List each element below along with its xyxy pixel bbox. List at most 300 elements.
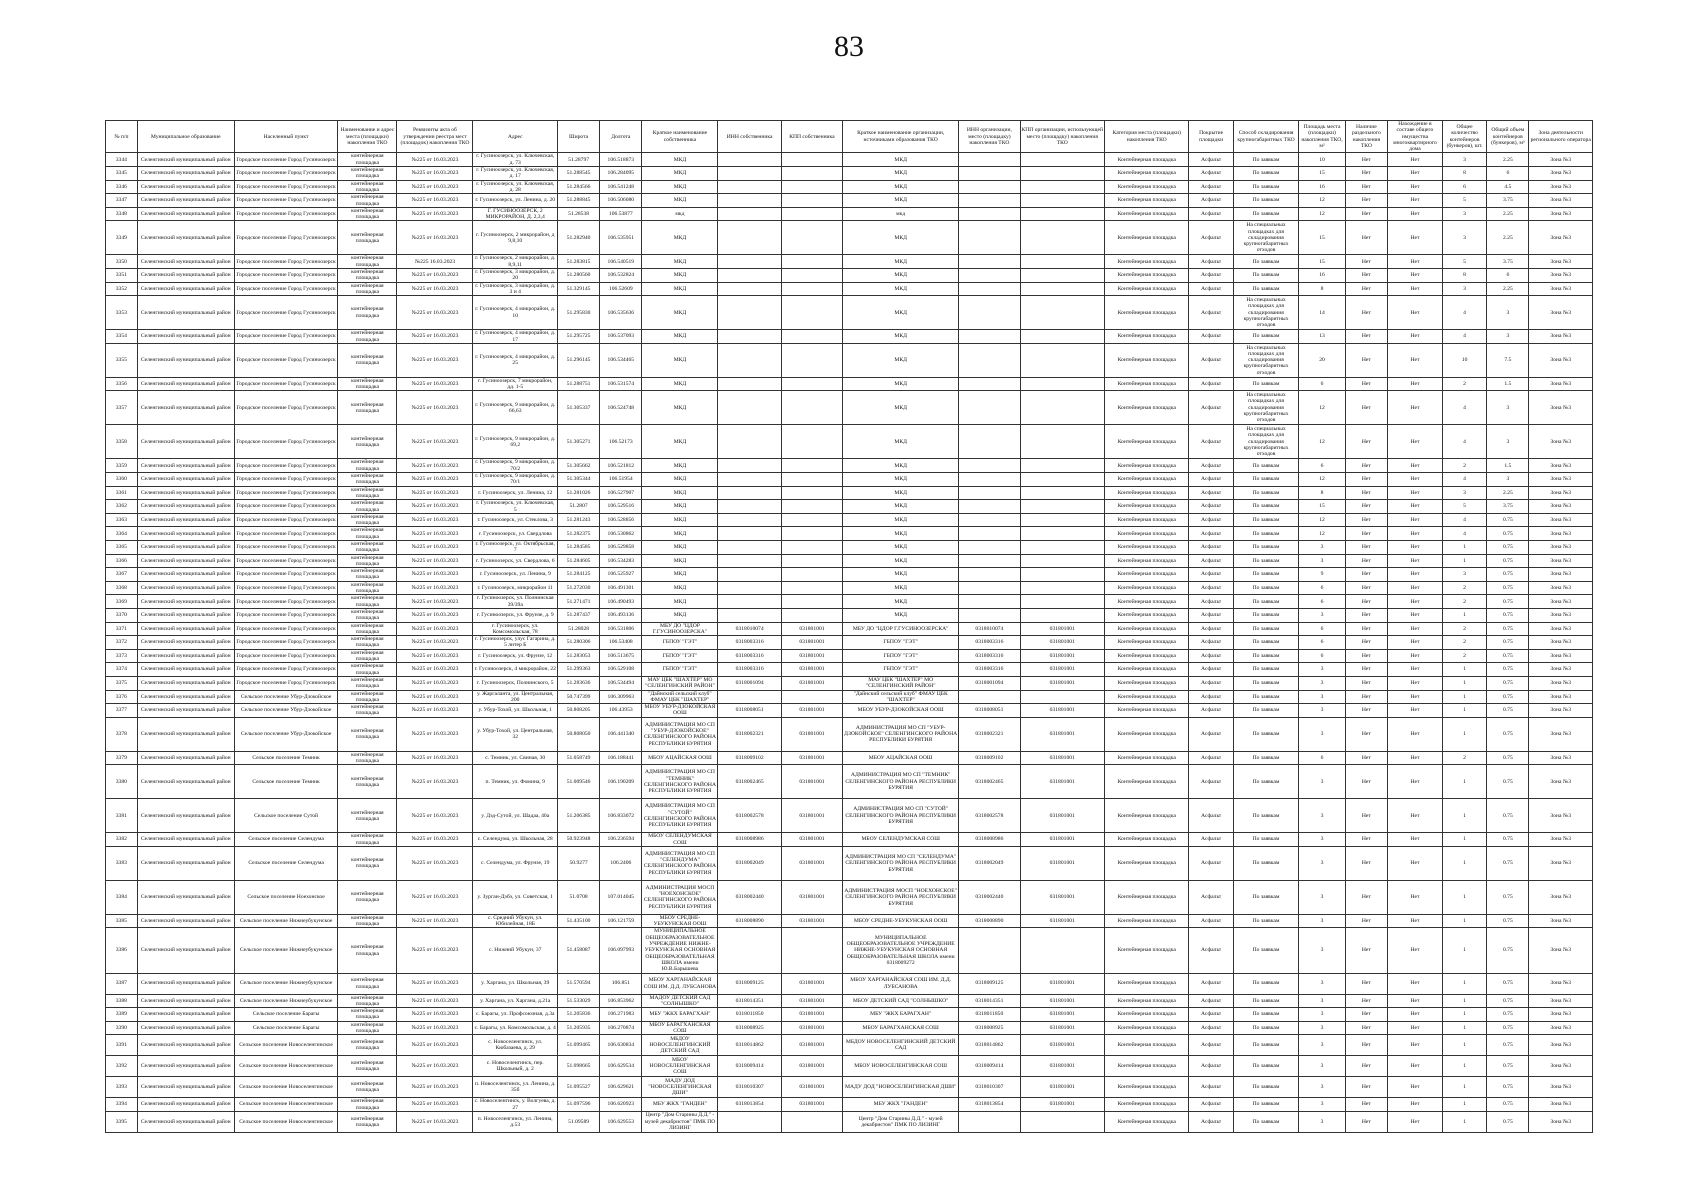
table-cell-okpp — [1020, 608, 1104, 622]
table-cell-vol: 0.75 — [1487, 636, 1529, 650]
table-row — [106, 568, 1593, 582]
table-cell-sep: Нет — [1345, 1021, 1387, 1035]
table-cell-zone: Зона №3 — [1529, 554, 1593, 568]
column-header: Зона деятельности регионального оператора — [1529, 121, 1593, 153]
table-cell-oinn — [959, 595, 1020, 609]
table-cell-owner: МКД — [642, 167, 718, 181]
table-cell-cnt: 1 — [1442, 1098, 1486, 1112]
table-cell-cnt: 1 — [1442, 676, 1486, 690]
table-cell-zone: Зона №3 — [1529, 663, 1593, 677]
table-cell-addr: с. Новоселенгинск, ул. Кюбазаева, д. 29 — [473, 1035, 557, 1056]
table-cell-act: №225 от 16.03.2023 — [397, 704, 473, 718]
table-cell-area: 6 — [1299, 581, 1345, 595]
table-cell-zone: Зона №3 — [1529, 846, 1593, 880]
table-cell-lat: 51.28797 — [557, 153, 599, 167]
table-cell-act: №225 от 16.03.2023 — [397, 751, 473, 765]
table-cell-area: 12 — [1299, 194, 1345, 208]
table-cell-n: 3377 — [106, 704, 138, 718]
table-cell-cat: Контейнерная площадка — [1104, 500, 1188, 514]
table-row — [106, 330, 1593, 344]
table-cell-cnt: 5 — [1442, 194, 1486, 208]
table-cell-act: №225 от 16.03.2023 — [397, 554, 473, 568]
table-row — [106, 207, 1593, 221]
table-cell-lon: 106.51954 — [600, 473, 642, 487]
table-cell-sep: Нет — [1345, 649, 1387, 663]
table-cell-lon: 106.490493 — [600, 595, 642, 609]
table-cell-n: 3355 — [106, 343, 138, 377]
table-cell-area: 15 — [1299, 255, 1345, 269]
table-cell-cat: Контейнерная площадка — [1104, 1098, 1188, 1112]
table-cell-okpp — [1020, 194, 1104, 208]
table-cell-mo: Селенгинский муниципальный район — [137, 994, 234, 1008]
table-cell-owner: мкд — [642, 207, 718, 221]
table-cell-okpp: 031801001 — [1020, 751, 1104, 765]
table-cell-lon: 106.441340 — [600, 717, 642, 751]
table-cell-zone: Зона №3 — [1529, 914, 1593, 928]
table-cell-kpp — [781, 425, 842, 459]
table-cell-sep: Нет — [1345, 704, 1387, 718]
table-cell-mo: Селенгинский муниципальный район — [137, 330, 234, 344]
table-cell-area: 3 — [1299, 1111, 1345, 1132]
table-cell-addr: п. Темник, ул. Фомина, 9 — [473, 765, 557, 799]
table-cell-area: 10 — [1299, 153, 1345, 167]
table-cell-oinn — [959, 500, 1020, 514]
table-cell-lat: 51.283636 — [557, 676, 599, 690]
table-cell-okpp: 031801001 — [1020, 622, 1104, 636]
table-cell-owner: АДМИНИСТРАЦИЯ МО СП "УБУР-ДЗОКОЙСКОЕ" СЕЛЕНГИНСКОГО РАЙОНА РЕСПУБЛИКИ БУРЯТИЯ — [642, 717, 718, 751]
table-cell-cover: Асфальт — [1189, 1021, 1233, 1035]
table-cell-kgo: По заявкам — [1233, 473, 1298, 487]
table-cell-zone: Зона №3 — [1529, 636, 1593, 650]
table-cell-inn — [718, 391, 781, 425]
table-cell-np: Сельское поселение Новоселенгинское — [234, 1035, 337, 1056]
table-cell-oinn — [959, 690, 1020, 704]
table-cell-lat: 50.808205 — [557, 704, 599, 718]
table-row — [106, 690, 1593, 704]
table-cell-oinn — [959, 928, 1020, 973]
table-cell-lat: 51.282940 — [557, 221, 599, 255]
table-cell-org: МБУ ДО "ЦДОР Г.ГУСИНООЗЕРСКА" — [843, 622, 959, 636]
table-cell-lat: 51.305662 — [557, 459, 599, 473]
table-cell-addr: г. Гусиноозерск, ул. Комсомольская, 78 — [473, 622, 557, 636]
table-cell-sep: Нет — [1345, 663, 1387, 677]
table-cell-zone: Зона №3 — [1529, 425, 1593, 459]
table-cell-n: 3375 — [106, 676, 138, 690]
table-cell-cat: Контейнерная площадка — [1104, 994, 1188, 1008]
table-cell-lat: 51.288845 — [557, 194, 599, 208]
table-row — [106, 425, 1593, 459]
table-cell-cnt: 1 — [1442, 1056, 1486, 1077]
table-cell-okpp: 031801001 — [1020, 833, 1104, 847]
table-cell-kpp: 031801001 — [781, 833, 842, 847]
table-cell-cnt: 8 — [1442, 167, 1486, 181]
table-cell-okpp — [1020, 473, 1104, 487]
table-cell-lon: 106.521812 — [600, 459, 642, 473]
table-cell-oinn: 0318003316 — [959, 663, 1020, 677]
table-cell-kgo: По заявкам — [1233, 928, 1298, 973]
table-cell-place: контейнерная площадка — [338, 595, 397, 609]
table-cell-cnt: 2 — [1442, 636, 1486, 650]
table-cell-lat: 51.2807 — [557, 500, 599, 514]
table-cell-np: Городское поселение Город Гусиноозерск — [234, 486, 337, 500]
table-cell-vol: 0.75 — [1487, 751, 1529, 765]
table-cell-lat: 51.295830 — [557, 296, 599, 330]
table-cell-lat: 51.28538 — [557, 207, 599, 221]
table-cell-n: 3350 — [106, 255, 138, 269]
table-cell-owner: МКД — [642, 486, 718, 500]
table-cell-kpp — [781, 554, 842, 568]
table-cell-inn — [718, 928, 781, 973]
table-cell-okpp — [1020, 540, 1104, 554]
table-cell-lat: 51.058749 — [557, 751, 599, 765]
table-cell-sep: Нет — [1345, 1056, 1387, 1077]
table-cell-np: Городское поселение Город Гусиноозерск — [234, 595, 337, 609]
table-cell-common: Нет — [1387, 459, 1442, 473]
table-cell-cat: Контейнерная площадка — [1104, 282, 1188, 296]
column-header: Реквизиты акта об утверждении реестра мест (площадок) накопления ТКО — [397, 121, 473, 153]
table-cell-okpp — [1020, 343, 1104, 377]
column-header: КПП собственника — [781, 121, 842, 153]
table-cell-np: Городское поселение Город Гусиноозерск — [234, 330, 337, 344]
table-cell-sep: Нет — [1345, 595, 1387, 609]
table-cell-inn — [718, 527, 781, 541]
table-cell-area: 3 — [1299, 1098, 1345, 1112]
column-header: Наименование и адрес места (площадки) накопления ТКО — [338, 121, 397, 153]
table-cell-mo: Селенгинский муниципальный район — [137, 221, 234, 255]
table-cell-area: 14 — [1299, 296, 1345, 330]
table-cell-area: 20 — [1299, 343, 1345, 377]
table-cell-area: 3 — [1299, 540, 1345, 554]
table-cell-act: №225 от 16.03.2023 — [397, 153, 473, 167]
table-row — [106, 527, 1593, 541]
table-cell-cover: Асфальт — [1189, 1111, 1233, 1132]
table-cell-kpp: 031801001 — [781, 649, 842, 663]
table-cell-oinn: 0318003316 — [959, 636, 1020, 650]
table-cell-place: контейнерная площадка — [338, 994, 397, 1008]
table-cell-common: Нет — [1387, 540, 1442, 554]
table-cell-np: Городское поселение Город Гусиноозерск — [234, 207, 337, 221]
table-cell-act: №225 от 16.03.2023 — [397, 500, 473, 514]
table-cell-place: контейнерная площадка — [338, 540, 397, 554]
table-cell-place: контейнерная площадка — [338, 1008, 397, 1022]
table-cell-kpp — [781, 180, 842, 194]
column-header: Покрытие площадки — [1189, 121, 1233, 153]
table-cell-cat: Контейнерная площадка — [1104, 554, 1188, 568]
table-cell-act: №225 от 16.03.2023 — [397, 180, 473, 194]
table-cell-act: №225 от 16.03.2023 — [397, 676, 473, 690]
table-cell-sep: Нет — [1345, 636, 1387, 650]
table-row — [106, 459, 1593, 473]
table-cell-oinn: 0318013854 — [959, 1098, 1020, 1112]
table-cell-place: контейнерная площадка — [338, 425, 397, 459]
table-cell-cat: Контейнерная площадка — [1104, 486, 1188, 500]
table-cell-addr: г. Гусиноозерск, 2 микрорайон, д 9,8,10 — [473, 221, 557, 255]
table-cell-np: Городское поселение Город Гусиноозерск — [234, 568, 337, 582]
table-cell-act: №225 от 16.03.2023 — [397, 581, 473, 595]
table-cell-cat: Контейнерная площадка — [1104, 622, 1188, 636]
table-cell-vol: 0.75 — [1487, 663, 1529, 677]
table-cell-area: 3 — [1299, 1056, 1345, 1077]
table-body — [106, 153, 1593, 1132]
table-cell-cover: Асфальт — [1189, 765, 1233, 799]
table-cell-owner: ГБПОУ "ГЭТ" — [642, 649, 718, 663]
table-cell-mo: Селенгинский муниципальный район — [137, 880, 234, 914]
table-cell-vol: 3 — [1487, 330, 1529, 344]
table-cell-org: МКД — [843, 608, 959, 622]
table-cell-inn — [718, 377, 781, 391]
table-cell-owner: МБОУ ХАРГАНАЙСКАЯ СОШ ИМ. Д.Д. ЛУБСАНОВА — [642, 973, 718, 994]
table-cell-kgo: По заявкам — [1233, 973, 1298, 994]
table-cell-vol: 2.25 — [1487, 153, 1529, 167]
table-cell-lon: 106.43953 — [600, 704, 642, 718]
table-cell-sep: Нет — [1345, 833, 1387, 847]
table-cell-inn — [718, 167, 781, 181]
table-cell-cat: Контейнерная площадка — [1104, 595, 1188, 609]
table-cell-owner: АДМИНИСТРАЦИЯ МО СП "ТЕМНИК" СЕЛЕНГИНСКОГО РАЙОНА РЕСПУБЛИКИ БУРЯТИЯ — [642, 765, 718, 799]
table-cell-common: Нет — [1387, 1035, 1442, 1056]
table-cell-lat: 51.458087 — [557, 928, 599, 973]
table-cell-zone: Зона №3 — [1529, 540, 1593, 554]
table-cell-kgo: По заявкам — [1233, 568, 1298, 582]
table-row — [106, 1077, 1593, 1098]
table-cell-place: контейнерная площадка — [338, 513, 397, 527]
table-cell-np: Городское поселение Город Гусиноозерск — [234, 425, 337, 459]
table-cell-place: контейнерная площадка — [338, 676, 397, 690]
table-cell-area: 3 — [1299, 690, 1345, 704]
table-cell-area: 3 — [1299, 554, 1345, 568]
table-cell-cat: Контейнерная площадка — [1104, 1035, 1188, 1056]
table-cell-org: МКД — [843, 459, 959, 473]
table-cell-lat: 51.271471 — [557, 595, 599, 609]
table-cell-act: №225 от 16.03.2023 — [397, 1111, 473, 1132]
table-cell-cover: Асфальт — [1189, 928, 1233, 973]
table-cell-n: 3360 — [106, 473, 138, 487]
table-cell-area: 6 — [1299, 636, 1345, 650]
table-cell-inn: 0318002049 — [718, 846, 781, 880]
table-cell-cnt: 1 — [1442, 540, 1486, 554]
table-cell-n: 3354 — [106, 330, 138, 344]
table-cell-area: 6 — [1299, 622, 1345, 636]
table-cell-inn — [718, 255, 781, 269]
table-cell-owner: МКД — [642, 343, 718, 377]
table-cell-lon: 106.629553 — [600, 1111, 642, 1132]
table-cell-oinn: 0318011850 — [959, 1008, 1020, 1022]
table-cell-cnt: 1 — [1442, 704, 1486, 718]
table-cell-cnt: 4 — [1442, 473, 1486, 487]
table-cell-place: контейнерная площадка — [338, 255, 397, 269]
table-cell-place: контейнерная площадка — [338, 282, 397, 296]
table-cell-common: Нет — [1387, 391, 1442, 425]
table-cell-lat: 51.435100 — [557, 914, 599, 928]
table-cell-np: Городское поселение Город Гусиноозерск — [234, 622, 337, 636]
table-cell-owner: АДМИНИСТРАЦИЯ МО СП "СЕЛЕНДУМА" СЕЛЕНГИНСКОГО РАЙОНА РЕСПУБЛИКИ БУРЯТИЯ — [642, 846, 718, 880]
table-cell-kpp: 031801001 — [781, 799, 842, 833]
table-cell-place: контейнерная площадка — [338, 330, 397, 344]
table-cell-vol: 0.75 — [1487, 527, 1529, 541]
table-cell-n: 3373 — [106, 649, 138, 663]
table-cell-area: 8 — [1299, 486, 1345, 500]
table-cell-lat: 51.095527 — [557, 1077, 599, 1098]
table-cell-inn — [718, 540, 781, 554]
table-cell-common: Нет — [1387, 973, 1442, 994]
table-cell-cat: Контейнерная площадка — [1104, 330, 1188, 344]
table-cell-lon: 106.629621 — [600, 1077, 642, 1098]
table-cell-cat: Контейнерная площадка — [1104, 180, 1188, 194]
table-cell-lon: 106.853962 — [600, 994, 642, 1008]
table-cell-cover: Асфальт — [1189, 751, 1233, 765]
table-cell-cat: Контейнерная площадка — [1104, 269, 1188, 283]
table-cell-vol: 0.75 — [1487, 608, 1529, 622]
table-cell-okpp — [1020, 255, 1104, 269]
table-cell-addr: г. Гусиноозерск, 4 микрорайон, д. 10 — [473, 296, 557, 330]
table-cell-cover: Асфальт — [1189, 513, 1233, 527]
table-cell-act: №225 от 16.03.2023 — [397, 636, 473, 650]
table-cell-act: №225 16.03.2023 — [397, 255, 473, 269]
table-cell-lon: 106.532824 — [600, 269, 642, 283]
table-cell-vol: 0.75 — [1487, 717, 1529, 751]
table-cell-np: Городское поселение Город Гусиноозерск — [234, 608, 337, 622]
table-cell-sep: Нет — [1345, 1008, 1387, 1022]
table-cell-addr: г. Гусиноозерск, ул. Свердлова, 6 — [473, 554, 557, 568]
table-cell-org: МБОУ БАРАГХАНСКАЯ СОШ — [843, 1021, 959, 1035]
table-cell-kgo: По заявкам — [1233, 207, 1298, 221]
table-cell-lon: 106.541248 — [600, 180, 642, 194]
table-row — [106, 846, 1593, 880]
table-cell-act: №225 от 16.03.2023 — [397, 513, 473, 527]
table-cell-sep: Нет — [1345, 880, 1387, 914]
table-cell-common: Нет — [1387, 153, 1442, 167]
table-row — [106, 500, 1593, 514]
table-cell-zone: Зона №3 — [1529, 282, 1593, 296]
table-cell-n: 3389 — [106, 1008, 138, 1022]
table-cell-kpp — [781, 486, 842, 500]
table-cell-cover: Асфальт — [1189, 994, 1233, 1008]
table-row — [106, 704, 1593, 718]
table-cell-area: 6 — [1299, 751, 1345, 765]
table-cell-sep: Нет — [1345, 207, 1387, 221]
registry-table — [105, 120, 1593, 1133]
table-cell-cover: Асфальт — [1189, 595, 1233, 609]
table-cell-lon: 106.833072 — [600, 799, 642, 833]
table-cell-kpp: 031801001 — [781, 1008, 842, 1022]
table-cell-lon: 106.271983 — [600, 1008, 642, 1022]
table-cell-org: МКД — [843, 425, 959, 459]
table-cell-sep: Нет — [1345, 690, 1387, 704]
table-cell-owner: МКД — [642, 296, 718, 330]
table-cell-addr: с. Новоселенгинск, пер. Школьный, д. 2 — [473, 1056, 557, 1077]
table-cell-zone: Зона №3 — [1529, 622, 1593, 636]
table-row — [106, 622, 1593, 636]
table-cell-owner: МБОУ УБУР-ДЗОКОЙСКАЯ ООШ — [642, 704, 718, 718]
table-cell-inn — [718, 595, 781, 609]
table-cell-lon: 106.529858 — [600, 540, 642, 554]
table-cell-addr: у. Харгана, ул. Харгана, д.21а — [473, 994, 557, 1008]
column-header: Категория места (площадки) накопления ТКО — [1104, 121, 1188, 153]
table-cell-area: 12 — [1299, 473, 1345, 487]
table-cell-cat: Контейнерная площадка — [1104, 167, 1188, 181]
table-cell-vol: 0.75 — [1487, 568, 1529, 582]
table-cell-np: Городское поселение Город Гусиноозерск — [234, 500, 337, 514]
table-cell-cat: Контейнерная площадка — [1104, 527, 1188, 541]
table-cell-zone: Зона №3 — [1529, 269, 1593, 283]
table-cell-area: 6 — [1299, 595, 1345, 609]
table-cell-act: №225 от 16.03.2023 — [397, 973, 473, 994]
table-cell-org: МБОУ НОВОСЕЛЕНГИНСКАЯ СОШ — [843, 1056, 959, 1077]
table-cell-common: Нет — [1387, 704, 1442, 718]
table-cell-cat: Контейнерная площадка — [1104, 221, 1188, 255]
table-cell-mo: Селенгинский муниципальный район — [137, 1021, 234, 1035]
table-cell-act: №225 от 16.03.2023 — [397, 663, 473, 677]
table-cell-owner: МАДОУ ДЕТСКИЙ САД "СОЛНЫШКО" — [642, 994, 718, 1008]
table-cell-cnt: 4 — [1442, 425, 1486, 459]
table-cell-act: №225 от 16.03.2023 — [397, 717, 473, 751]
table-cell-zone: Зона №3 — [1529, 765, 1593, 799]
table-cell-sep: Нет — [1345, 343, 1387, 377]
table-cell-area: 15 — [1299, 221, 1345, 255]
table-cell-common: Нет — [1387, 194, 1442, 208]
table-cell-lat: 51.280306 — [557, 636, 599, 650]
table-cell-n: 3382 — [106, 833, 138, 847]
table-cell-inn — [718, 180, 781, 194]
table-cell-vol: 0.75 — [1487, 1098, 1529, 1112]
table-cell-mo: Селенгинский муниципальный район — [137, 676, 234, 690]
table-cell-cnt: 1 — [1442, 833, 1486, 847]
table-cell-area: 3 — [1299, 973, 1345, 994]
table-cell-n: 3370 — [106, 608, 138, 622]
table-cell-cover: Асфальт — [1189, 1098, 1233, 1112]
table-cell-sep: Нет — [1345, 296, 1387, 330]
table-cell-place: контейнерная площадка — [338, 663, 397, 677]
table-cell-area: 15 — [1299, 167, 1345, 181]
table-cell-mo: Селенгинский муниципальный район — [137, 391, 234, 425]
table-cell-sep: Нет — [1345, 568, 1387, 582]
table-cell-addr: г. Гусиноозерск, 3 микрорайон, д. 20 — [473, 269, 557, 283]
table-cell-lon: 106.537093 — [600, 330, 642, 344]
table-cell-zone: Зона №3 — [1529, 167, 1593, 181]
table-cell-area: 12 — [1299, 513, 1345, 527]
table-cell-act: №225 от 16.03.2023 — [397, 799, 473, 833]
table-cell-common: Нет — [1387, 255, 1442, 269]
table-cell-common: Нет — [1387, 473, 1442, 487]
table-cell-owner: МКД — [642, 473, 718, 487]
column-header: Нахождение в составе общего имущества многоквартирного дома — [1387, 121, 1442, 153]
table-cell-place: контейнерная площадка — [338, 1021, 397, 1035]
table-cell-mo: Селенгинский муниципальный район — [137, 1035, 234, 1056]
table-cell-inn: 0318010307 — [718, 1077, 781, 1098]
table-cell-okpp: 031801001 — [1020, 846, 1104, 880]
table-row — [106, 928, 1593, 973]
table-cell-owner: МБУ ЖКХ "ГАНДЕН" — [642, 1098, 718, 1112]
table-cell-area: 8 — [1299, 282, 1345, 296]
table-cell-kpp — [781, 330, 842, 344]
table-cell-zone: Зона №3 — [1529, 676, 1593, 690]
table-cell-okpp: 031801001 — [1020, 717, 1104, 751]
page-number: 83 — [834, 30, 864, 63]
table-cell-n: 3367 — [106, 568, 138, 582]
table-cell-sep: Нет — [1345, 486, 1387, 500]
table-cell-lon: 106.540519 — [600, 255, 642, 269]
table-cell-zone: Зона №3 — [1529, 880, 1593, 914]
table-cell-inn: 0318010074 — [718, 622, 781, 636]
table-cell-place: контейнерная площадка — [338, 1098, 397, 1112]
table-cell-lon: 106.529516 — [600, 500, 642, 514]
table-cell-act: №225 от 16.03.2023 — [397, 194, 473, 208]
table-cell-place: контейнерная площадка — [338, 527, 397, 541]
table-cell-lon: 106.121759 — [600, 914, 642, 928]
table-cell-okpp — [1020, 282, 1104, 296]
table-cell-cat: Контейнерная площадка — [1104, 1021, 1188, 1035]
table-cell-zone: Зона №3 — [1529, 1077, 1593, 1098]
